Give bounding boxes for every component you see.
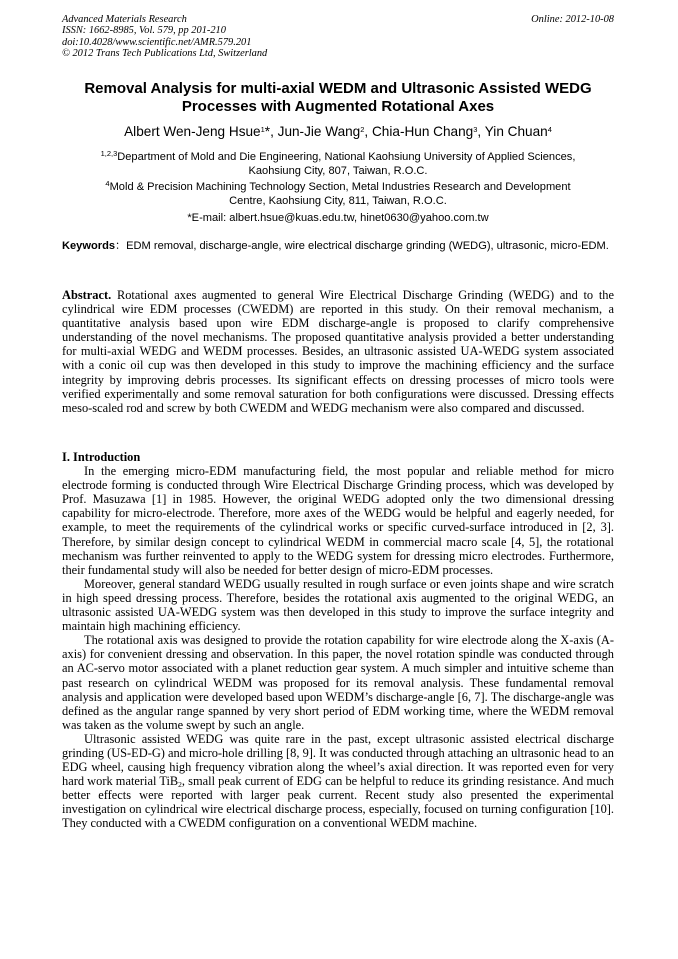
author-2: Jun-Jie Wang	[277, 124, 361, 139]
author-1: Albert Wen-Jeng Hsue	[124, 124, 261, 139]
issn-line: ISSN: 1662-8985, Vol. 579, pp 201-210	[62, 25, 226, 37]
abstract-label: Abstract.	[62, 288, 112, 302]
keywords-label: Keywords	[62, 240, 116, 252]
author-4: Yin Chuan	[484, 124, 548, 139]
affiliation-2-line-2: Centre, Kaohsiung City, 811, Taiwan, R.O.C.	[229, 195, 447, 208]
paragraph-text: , small peak current of EDG can be helpful to reduce its grinding resistance. And much better effects were reported with larger peak current. Recent study also presented the experimental investigation on cylindrical wire electrical discharge process, especially, focused on turning configuration [10]. They conducted with a CWEDM configuration on a conventional WEDM machine.	[62, 774, 614, 831]
author-3-sup: 3	[473, 125, 478, 134]
introduction-section	[62, 450, 614, 831]
title-line-1: Removal Analysis for multi-axial WEDM and Ultrasonic Assisted WEDG	[84, 80, 592, 97]
affiliation-1-line-1: Department of Mold and Die Engineering, National Kaohsiung University of Applied Sciences,	[117, 151, 576, 163]
paragraph	[62, 732, 614, 831]
abstract-text: Rotational axes augmented to general Wire Electrical Discharge Grinding (WEDG) and to the cylindrical wire EDM processes (CWEDM) are reported in this study. On their removal mechanism, a quantitative analysis based upon wire EDM discharge-angle is proposed to clarify comprehensive understanding of the novel mechanisms. The proposed quantitative analysis provided a better understanding for multi-axial WEDG and WEDM processes. Besides, an ultrasonic assisted UA-WEDG system associated with a conic oil cup was then developed in this study to improve the machining efficiency and the surface integrity by improving debris processes. Its significant effects on dressing processes of micro tools were verified experimentally and some removal saturation for both configurations were discussed. Dressing effects meso-scaled rod and screw by both CWEDM and WEDG mechanism were also compared and discussed.	[62, 288, 614, 415]
paragraph: The rotational axis was designed to provide the rotation capability for wire electrode along the X-axis (A-axis) for convenient dressing and observation. In this paper, the novel rotation spindle was conducted through an AC-servo motor associated with a planet reduction gear system. A much simpler and intuitive scheme than past research on cylindrical WEDM was proposed for its removal analysis. These fundamental removal analysis and application were developed based upon WEDM’s discharge-angle [6, 7]. The discharge-angle was defined as the angular range spanned by very short period of EDM working time, where the WEDM removal was taken as the volume swept by such an angle.	[62, 633, 614, 732]
contact-email: *E-mail: albert.hsue@kuas.edu.tw, hinet0630@yahoo.com.tw	[187, 212, 489, 224]
author-sep: ,	[477, 124, 485, 139]
journal-header	[62, 14, 614, 60]
title-line-2: Processes with Augmented Rotational Axes	[181, 98, 495, 115]
paragraph: Moreover, general standard WEDG usually resulted in rough surface or even joints shape and wire scratch in high speed dressing process. Therefore, besides the rotational axis augmented to the original WEDG, an ultrasonic assisted UA-WEDG system was then developed in this study to improve the surface integrity and maintain high machining efficiency.	[62, 576, 614, 634]
paragraph: In the emerging micro-EDM manufacturing field, the most popular and reliable method for micro electrode forming is conducted through Wire Electrical Discharge Grinding process, which was developed by Prof. Masuzawa [1] in 1985. However, the original WEDG adopted only the two dimensional dressing capability for micro-electrode. Therefore, more axes of the WEDG would be helpful and eagerly needed, for example, to meet the requirements of the cylindrical works or specific curved-surface introduced in [2, 3]. Therefore, by similar design concept to cylindrical WEDM in commercial macro scale [4, 5], the rotational mechanism was further reinvented to apply to the WEDG system for dressing micro electrodes. Furthermore, their fundamental study will also be needed for better design of micro-EDM processes.	[62, 464, 614, 577]
affiliation-2-line-1: Mold & Precision Machining Technology Section, Metal Industries Research and Development	[109, 181, 571, 193]
author-1-mark: *,	[264, 124, 278, 139]
author-2-sup: 2	[360, 125, 365, 134]
affiliation-1	[62, 150, 614, 179]
online-date: Online: 2012-10-08	[531, 14, 614, 25]
author-4-sup: 4	[547, 125, 552, 134]
copyright-line: © 2012 Trans Tech Publications Ltd, Switzerland	[62, 48, 268, 60]
affiliation-2-sup: 4	[105, 179, 110, 188]
author-3: Chia-Hun Chang	[371, 124, 474, 139]
journal-name: Advanced Materials Research	[62, 14, 187, 25]
subscript: 2	[178, 780, 182, 790]
affiliation-2	[62, 180, 614, 209]
affiliation-1-line-2: Kaohsiung City, 807, Taiwan, R.O.C.	[248, 165, 428, 178]
author-1-sup: 1	[260, 125, 265, 134]
paper-title	[62, 80, 614, 116]
author-list	[62, 123, 614, 140]
keywords-text: EDM removal, discharge-angle, wire electrical discharge grinding (WEDG), ultrasonic, micro-EDM.	[126, 240, 609, 252]
paragraph-text: Ultrasonic assisted WEDG was quite rare in the past, except ultrasonic assisted electrical discharge grinding (US-ED-G) and micro-hole drilling [8, 9]. It was conducted through attaching an ultrasonic head to an EDG wheel, causing high frequency vibration along the wheel’s axial direction. It was reported even for very hard work material TiB	[62, 731, 614, 789]
affiliation-1-sup: 1,2,3	[100, 149, 118, 158]
abstract-block	[62, 288, 614, 415]
section-heading: I. Introduction	[62, 450, 141, 464]
author-sep: ,	[364, 124, 372, 139]
keywords-separator: ：	[115, 240, 127, 252]
keywords-block	[62, 239, 614, 254]
doi-line: doi:10.4028/www.scientific.net/AMR.579.201	[62, 36, 252, 48]
